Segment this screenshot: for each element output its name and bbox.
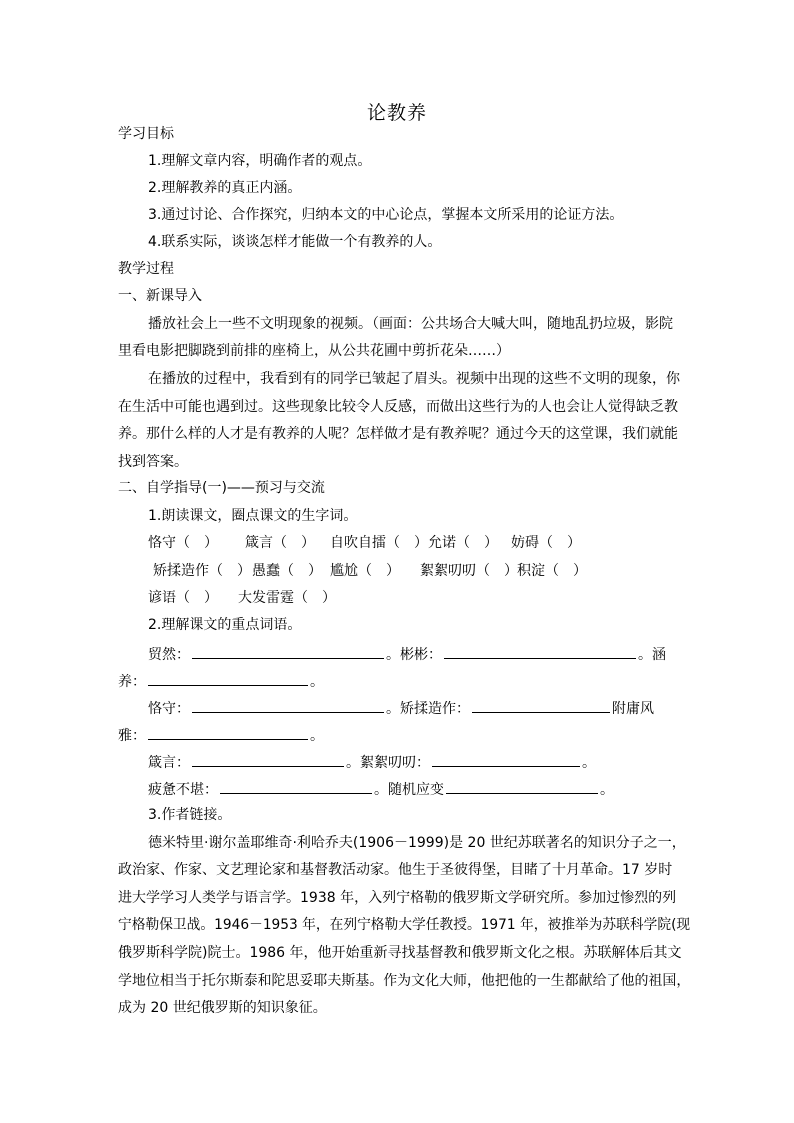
objectives-heading: 学习目标 [118, 126, 174, 142]
self-study-item: 3.作者链接。 [148, 807, 232, 823]
self-study-item: 1.朗读课文，圈点课文的生字词。 [148, 508, 358, 524]
term-row [118, 724, 324, 746]
author-paragraph-line: 政治家、作家、文艺理论家和基督教活动家。他生于圣彼得堡，目睹了十月革命。17 岁时 [118, 862, 673, 878]
vocab-item: 尴尬（ ） [330, 563, 400, 579]
intro-heading: 一、新课导入 [118, 288, 202, 304]
intro-paragraph-line: 在播放的过程中，我看到有的同学已皱起了眉头。视频中出现的这些不文明的现象，你 [148, 371, 680, 387]
term-row [148, 751, 596, 773]
objective-item: 3.通过讨论、合作探究，归纳本文的中心论点，掌握本文所采用的论证方法。 [148, 207, 624, 223]
objective-item: 1.理解文章内容，明确作者的观点。 [148, 153, 372, 169]
answer-blank[interactable] [432, 751, 580, 767]
vocab-item: 大发雷霆（ ） [238, 590, 336, 606]
author-paragraph-line: 学地位相当于托尔斯泰和陀思妥耶夫斯基。作为文化大师，他把他的一生都献给了他的祖国， [118, 973, 691, 989]
term-label: 。随机应变 [374, 782, 444, 798]
answer-blank[interactable] [148, 724, 308, 740]
process-heading: 教学过程 [118, 261, 174, 277]
term-label: 。絮絮叨叨： [346, 755, 430, 771]
term-end: 。 [310, 728, 324, 744]
term-row [118, 670, 324, 692]
intro-paragraph-line: 养。那什么样的人才是有教养的人呢？怎样做才是有教养呢？通过今天的这堂课，我们就能 [118, 426, 678, 442]
intro-paragraph-line: 在生活中可能也遇到过。这些现象比较令人反感，而做出这些行为的人也会让人觉得缺乏教 [118, 399, 678, 415]
author-paragraph-line: 宁格勒保卫战。1946－1953 年，在列宁格勒大学任教授。1971 年，被推举为苏联科学院(现 [118, 917, 691, 933]
author-paragraph-line: 俄罗斯科学院)院士。1986 年，他开始重新寻找基督教和俄罗斯文化之根。苏联解体后其文 [118, 945, 682, 961]
vocab-item: 恪守（ ） [148, 535, 218, 551]
answer-blank[interactable] [192, 697, 384, 713]
author-paragraph-line: 德米特里·谢尔盖耶维奇·利哈乔夫(1906－1999)是 20 世纪苏联著名的知识分子之一， [148, 835, 686, 851]
vocab-item: 箴言（ ） [245, 535, 315, 551]
intro-paragraph-line: 找到答案。 [118, 454, 188, 470]
term-end: 。 [310, 674, 324, 690]
term-label: 养： [118, 674, 146, 690]
vocab-item: 矫揉造作（ ） [153, 563, 251, 579]
self-study-item: 2.理解课文的重点词语。 [148, 617, 302, 633]
page-title: 论教养 [366, 102, 427, 124]
objective-item: 2.理解教养的真正内涵。 [148, 180, 302, 196]
answer-blank[interactable] [472, 697, 610, 713]
term-label: 恪守： [148, 701, 190, 717]
vocab-item: 允诺（ ） [428, 535, 498, 551]
answer-blank[interactable] [220, 778, 372, 794]
term-label: 疲惫不堪： [148, 782, 218, 798]
term-label: 。彬彬： [386, 647, 442, 663]
answer-blank[interactable] [148, 670, 308, 686]
term-label: 箴言： [148, 755, 190, 771]
term-row [148, 697, 654, 719]
answer-blank[interactable] [192, 751, 344, 767]
vocab-item: 愚蠢（ ） [252, 563, 322, 579]
term-label: 。矫揉造作： [386, 701, 470, 717]
objective-item: 4.联系实际，谈谈怎样才能做一个有教养的人。 [148, 234, 442, 250]
intro-paragraph-line: 播放社会上一些不文明现象的视频。（画面：公共场合大喊大叫，随地乱扔垃圾，影院 [148, 316, 673, 332]
term-row [148, 643, 666, 665]
vocab-item: 谚语（ ） [148, 590, 218, 606]
vocab-item: 积淀（ ） [517, 563, 587, 579]
term-label: 雅： [118, 728, 146, 744]
term-end: 。 [600, 782, 614, 798]
self-study-heading: 二、自学指导(一)——预习与交流 [118, 480, 325, 496]
term-end: 。 [582, 755, 596, 771]
answer-blank[interactable] [446, 778, 598, 794]
author-paragraph-line: 进大学学习人类学与语言学。1938 年，入列宁格勒的俄罗斯文学研究所。参加过惨烈的列 [118, 890, 677, 906]
intro-paragraph-line: 里看电影把脚跷到前排的座椅上，从公共花圃中剪折花朵……） [118, 343, 510, 359]
term-label: 附庸风 [612, 701, 654, 717]
vocab-item: 妨碍（ ） [511, 535, 581, 551]
term-label: 。涵 [638, 647, 666, 663]
vocab-item: 自吹自擂（ ） [330, 535, 428, 551]
term-label: 贸然： [148, 647, 190, 663]
vocab-item: 絮絮叨叨（ ） [420, 563, 518, 579]
answer-blank[interactable] [444, 643, 636, 659]
author-paragraph-line: 成为 20 世纪俄罗斯的知识象征。 [118, 1000, 327, 1016]
term-row [148, 778, 614, 800]
answer-blank[interactable] [192, 643, 384, 659]
